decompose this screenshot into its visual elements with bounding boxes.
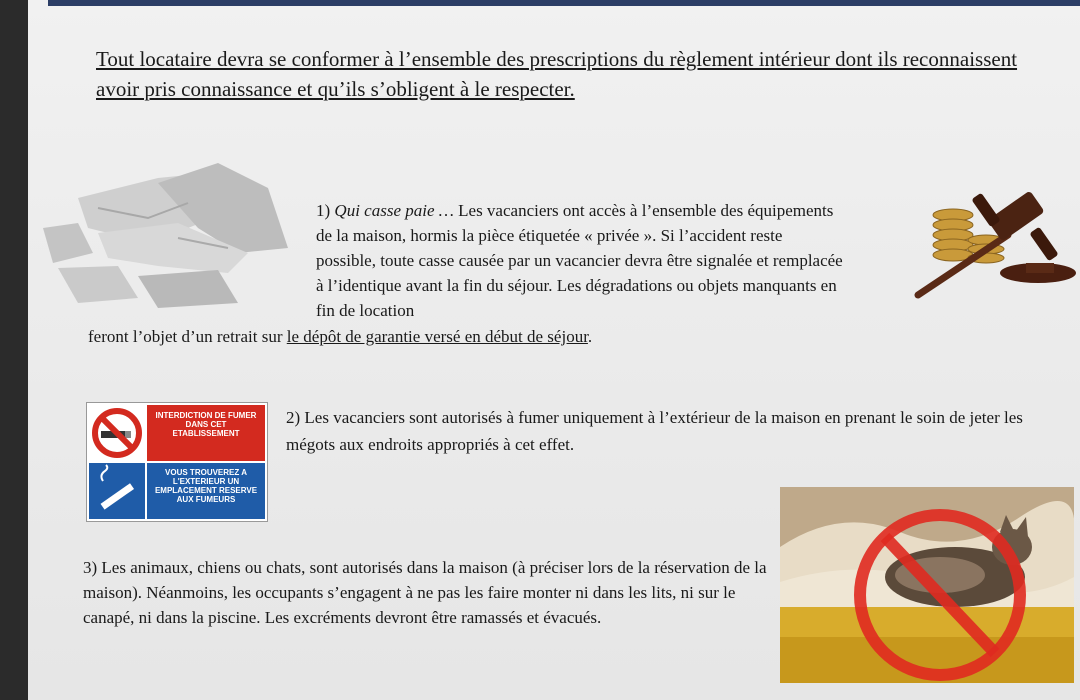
rule-2-paragraph: 2) Les vacanciers sont autorisés à fumer uniquement à l’extérieur de la maison en prenant le soin de jeter les mégots aux endroits appropriés à cet effet. — [286, 408, 1023, 454]
no-smoking-cell — [89, 405, 145, 461]
sign-bottom-label: VOUS TROUVEREZ A L'EXTERIEUR UN EMPLACEMENT RESERVE AUX FUMEURS — [147, 463, 265, 519]
sign-top-label-box — [147, 405, 265, 461]
no-pets-photo — [780, 487, 1074, 683]
sign-top-label: INTERDICTION DE FUMER DANS CET ETABLISSEMENT — [147, 405, 265, 461]
rule-1-title: Qui casse paie … — [334, 201, 454, 220]
intro-paragraph: Tout locataire devra se conformer à l’ensemble des prescriptions du règlement intérieur dont ils reconnaissent avoir pris connaissance et qu’ils s’obligent à le respecter. — [96, 47, 1018, 101]
no-smoking-sign — [86, 402, 268, 522]
gavel-coins-icon — [908, 185, 1080, 305]
rule-1-continuation — [88, 324, 808, 349]
document-page — [28, 0, 1080, 700]
sign-bottom-label-box — [147, 463, 265, 519]
rule-1-text: Les vacanciers ont accès à l’ensemble des équipements de la maison, hormis la pièce étiquetée « privée ». Si l’accident reste possible, toute casse causée par un vacancier devra être signalée et remplacée à l’identique avant la fin du séjour. Les dégradations ou objets manquants en fin de location — [316, 201, 843, 320]
rule-3-paragraph: 3) Les animaux, chiens ou chats, sont autorisés dans la maison (à préciser lors de la réservation de la maison). Néanmoins, les occupants s’engagent à ne pas les faire monter ni dans les lits, ni sur le canapé, ni dans la piscine. Les excréments devront être ramassés et évacués. — [83, 558, 767, 627]
smoking-icon — [89, 463, 145, 519]
rule-1-paragraph — [316, 198, 846, 323]
header-rule — [48, 0, 1080, 6]
deposit-underline: le dépôt de garantie versé en début de séjour — [286, 327, 588, 346]
rule-1-number: 1) — [316, 201, 331, 220]
rule-1-end: . — [587, 327, 593, 346]
no-smoking-icon — [89, 405, 145, 461]
crumpled-paper-icon — [38, 158, 288, 308]
no-pets-icon — [780, 487, 1074, 683]
rule-1-text-cont: feront l’objet d’un retrait sur — [88, 327, 283, 346]
smoking-cell — [89, 463, 145, 519]
